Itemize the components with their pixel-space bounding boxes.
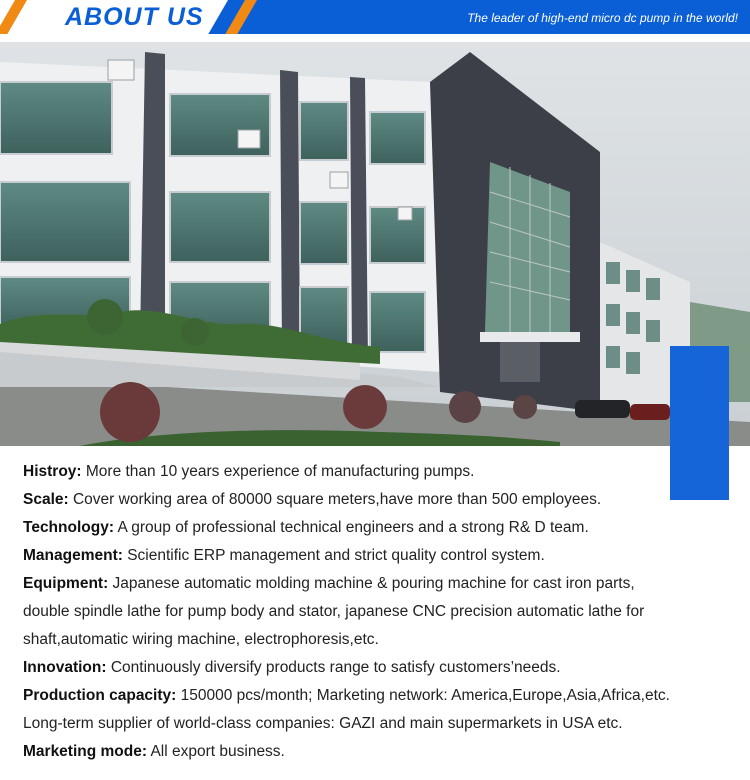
info-label: Equipment: bbox=[23, 575, 109, 592]
info-text: A group of professional technical engineers and a strong R& D team. bbox=[114, 519, 589, 536]
info-text: shaft,automatic wiring machine, electrophoresis,etc. bbox=[23, 631, 379, 648]
header-banner bbox=[0, 0, 750, 34]
info-line bbox=[23, 626, 738, 654]
info-line bbox=[23, 682, 738, 710]
info-text: Continuously diversify products range to satisfy customers’needs. bbox=[106, 659, 561, 676]
tagline: The leader of high-end micro dc pump in the world! bbox=[467, 11, 738, 25]
info-label: Management: bbox=[23, 547, 123, 564]
info-line bbox=[23, 514, 738, 542]
page-title: ABOUT US bbox=[65, 3, 204, 31]
info-text: All export business. bbox=[147, 743, 285, 760]
info-label: Marketing mode: bbox=[23, 743, 148, 760]
info-line bbox=[23, 458, 738, 486]
info-label: Production capacity: bbox=[23, 687, 177, 704]
info-line bbox=[23, 570, 738, 598]
info-line bbox=[23, 738, 738, 766]
info-line bbox=[23, 598, 738, 626]
info-line bbox=[23, 654, 738, 682]
info-text: Scientific ERP management and strict quality control system. bbox=[122, 547, 545, 564]
info-label: Histroy: bbox=[23, 463, 82, 480]
info-label: Innovation: bbox=[23, 659, 107, 676]
info-line bbox=[23, 486, 738, 514]
info-text: Cover working area of 80000 square meters,have more than 500 employees. bbox=[68, 491, 602, 508]
info-text: double spindle lathe for pump body and stator, japanese CNC precision automatic lathe for bbox=[23, 603, 645, 620]
info-line bbox=[23, 710, 738, 738]
info-text: More than 10 years experience of manufacturing pumps. bbox=[81, 463, 475, 480]
info-text: Japanese automatic molding machine & pouring machine for cast iron parts, bbox=[108, 575, 635, 592]
info-label: Technology: bbox=[23, 519, 114, 536]
info-line bbox=[23, 542, 738, 570]
info-text: 150000 pcs/month; Marketing network: America,Europe,Asia,Africa,etc. bbox=[176, 687, 670, 704]
factory-photo bbox=[0, 42, 750, 446]
company-info bbox=[23, 458, 738, 766]
info-label: Scale: bbox=[23, 491, 69, 508]
info-text: Long-term supplier of world-class companies: GAZI and main supermarkets in USA etc. bbox=[23, 715, 623, 732]
